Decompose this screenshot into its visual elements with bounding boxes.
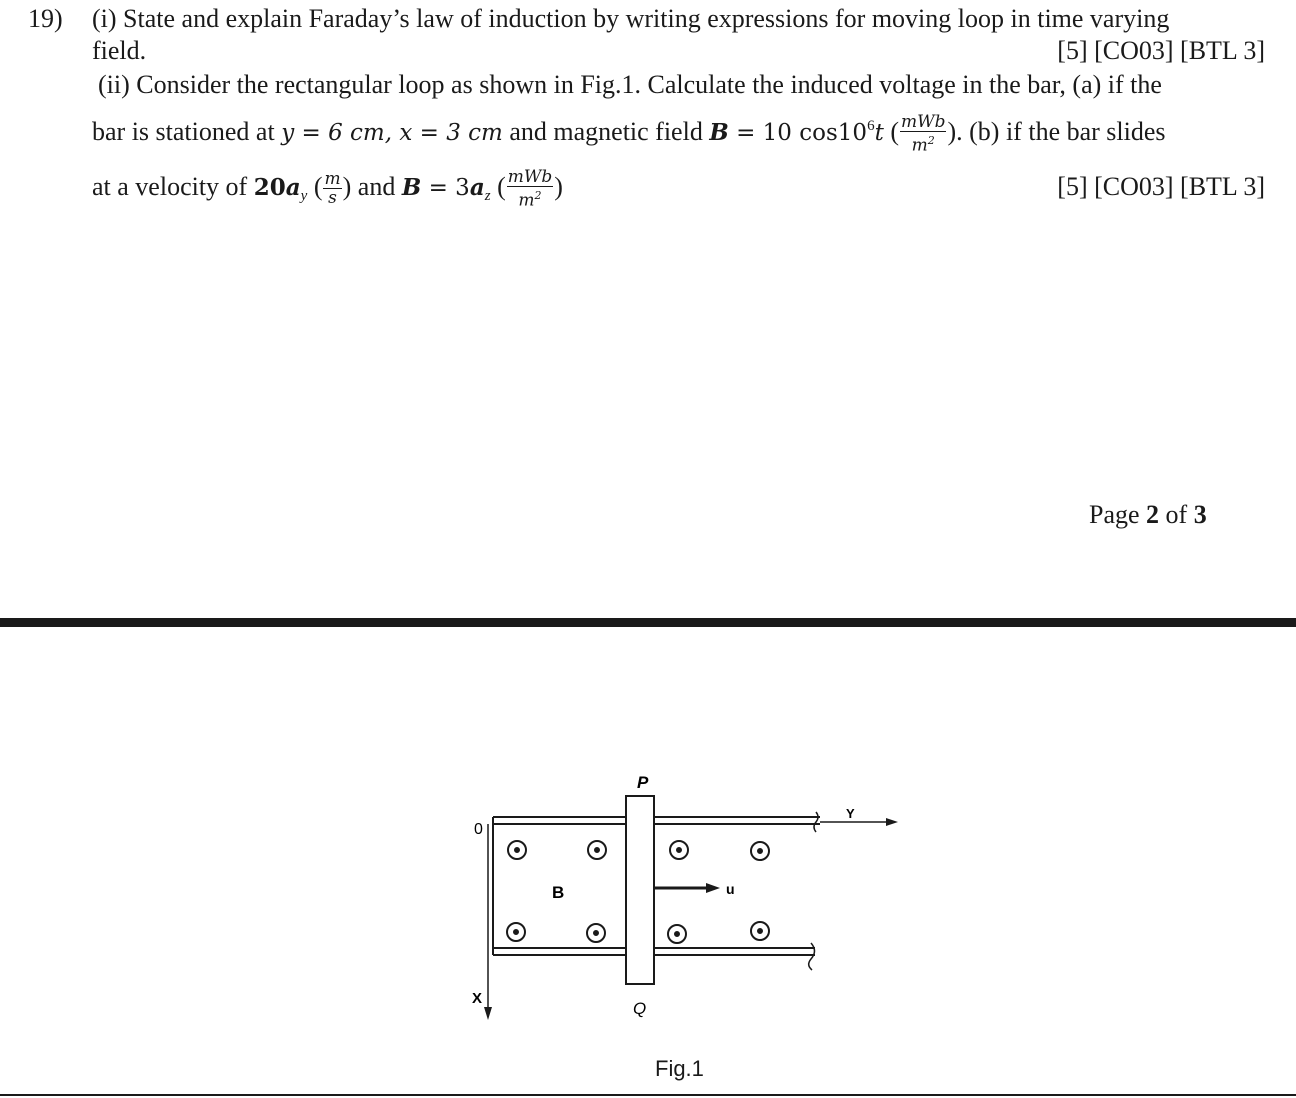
field-dot-center [758, 929, 762, 933]
sliding-bar [626, 796, 654, 984]
x-axis-arrowhead [484, 1007, 492, 1020]
origin-label: 0 [474, 821, 483, 838]
field-dot-center [758, 849, 762, 853]
question-number: 19) [28, 4, 63, 33]
figure-caption: Fig.1 [655, 1056, 704, 1081]
field-dot-center [515, 848, 519, 852]
field-dot-center [514, 930, 518, 934]
y-axis-label: Y [846, 806, 855, 821]
part-ii-line-3: at a velocity of $20a_y$ ( $\frac{m}{s}$ ) and $B = 3a_z$ ( $\frac{\text{mWb}}{m^2}$ ) [92, 167, 563, 211]
rail-break-top [814, 812, 818, 832]
unit-fraction-mwb-m2: $\frac{\text{mWb}}{m^2}$ [507, 167, 553, 211]
subscript: y [300, 187, 308, 204]
page-number: Page 2 of 3 [1089, 500, 1207, 529]
position-equation: y = 6 cm, x = 3 cm [281, 119, 503, 146]
velocity-arrowhead [706, 883, 720, 893]
part-ii-marks: [5] [CO03] [BTL 3] [1057, 172, 1265, 201]
part-ii-line-1: (ii) Consider the rectangular loop as shown in Fig.1. Calculate the induced voltage in the bar, (a) if the [98, 70, 1162, 99]
bottom-rule [0, 1094, 1296, 1096]
subscript: z [484, 187, 491, 204]
time-variable: t [874, 119, 884, 146]
point-q-label: Q [633, 999, 647, 1018]
exponent: 6 [867, 117, 875, 134]
point-p-label: P [637, 773, 649, 792]
field-symbol: B [709, 118, 729, 146]
part-i-line-2: field. [92, 36, 147, 65]
field-dot-center [677, 848, 681, 852]
rectangular-loop-figure [440, 760, 920, 1030]
field-label: B [552, 883, 565, 902]
field-equation: = 3 [421, 174, 470, 201]
text-segment: bar is stationed at [92, 116, 282, 146]
field-dot-center [595, 848, 599, 852]
text-segment: and [351, 171, 402, 201]
field-symbol: B [401, 173, 422, 201]
field-dot-center [594, 931, 598, 935]
part-ii-line-2: bar is stationed at y = 6 cm, x = 3 cm and magnetic field B = 10 $\cos 10^6t$ ( $\frac{\text{mWb}}{m^2}$ ). (b) if the bar slides [92, 112, 1166, 156]
unit-fraction-m-s: $\frac{m}{s}$ [324, 169, 341, 209]
unit-fraction-mwb-m2: $\frac{\text{mWb}}{m^2}$ [900, 112, 946, 156]
text-segment: at a velocity of [92, 171, 254, 201]
velocity-label: u [726, 881, 735, 897]
velocity-value: 20 [253, 173, 286, 201]
text-segment: and magnetic field [502, 116, 710, 146]
field-equation: = 10 cos10 [728, 119, 868, 146]
part-i-marks: [5] [CO03] [BTL 3] [1057, 36, 1265, 65]
y-axis-arrowhead [886, 818, 898, 826]
x-axis-label: X [472, 990, 483, 1007]
text-segment: . (b) if the bar slides [956, 116, 1166, 146]
page-separator [0, 618, 1296, 627]
unit-vector: a [285, 173, 301, 201]
unit-vector: a [469, 173, 485, 201]
field-dot-center [675, 932, 679, 936]
part-i-line-1: (i) State and explain Faraday’s law of induction by writing expressions for moving loop in time varying [92, 4, 1170, 33]
